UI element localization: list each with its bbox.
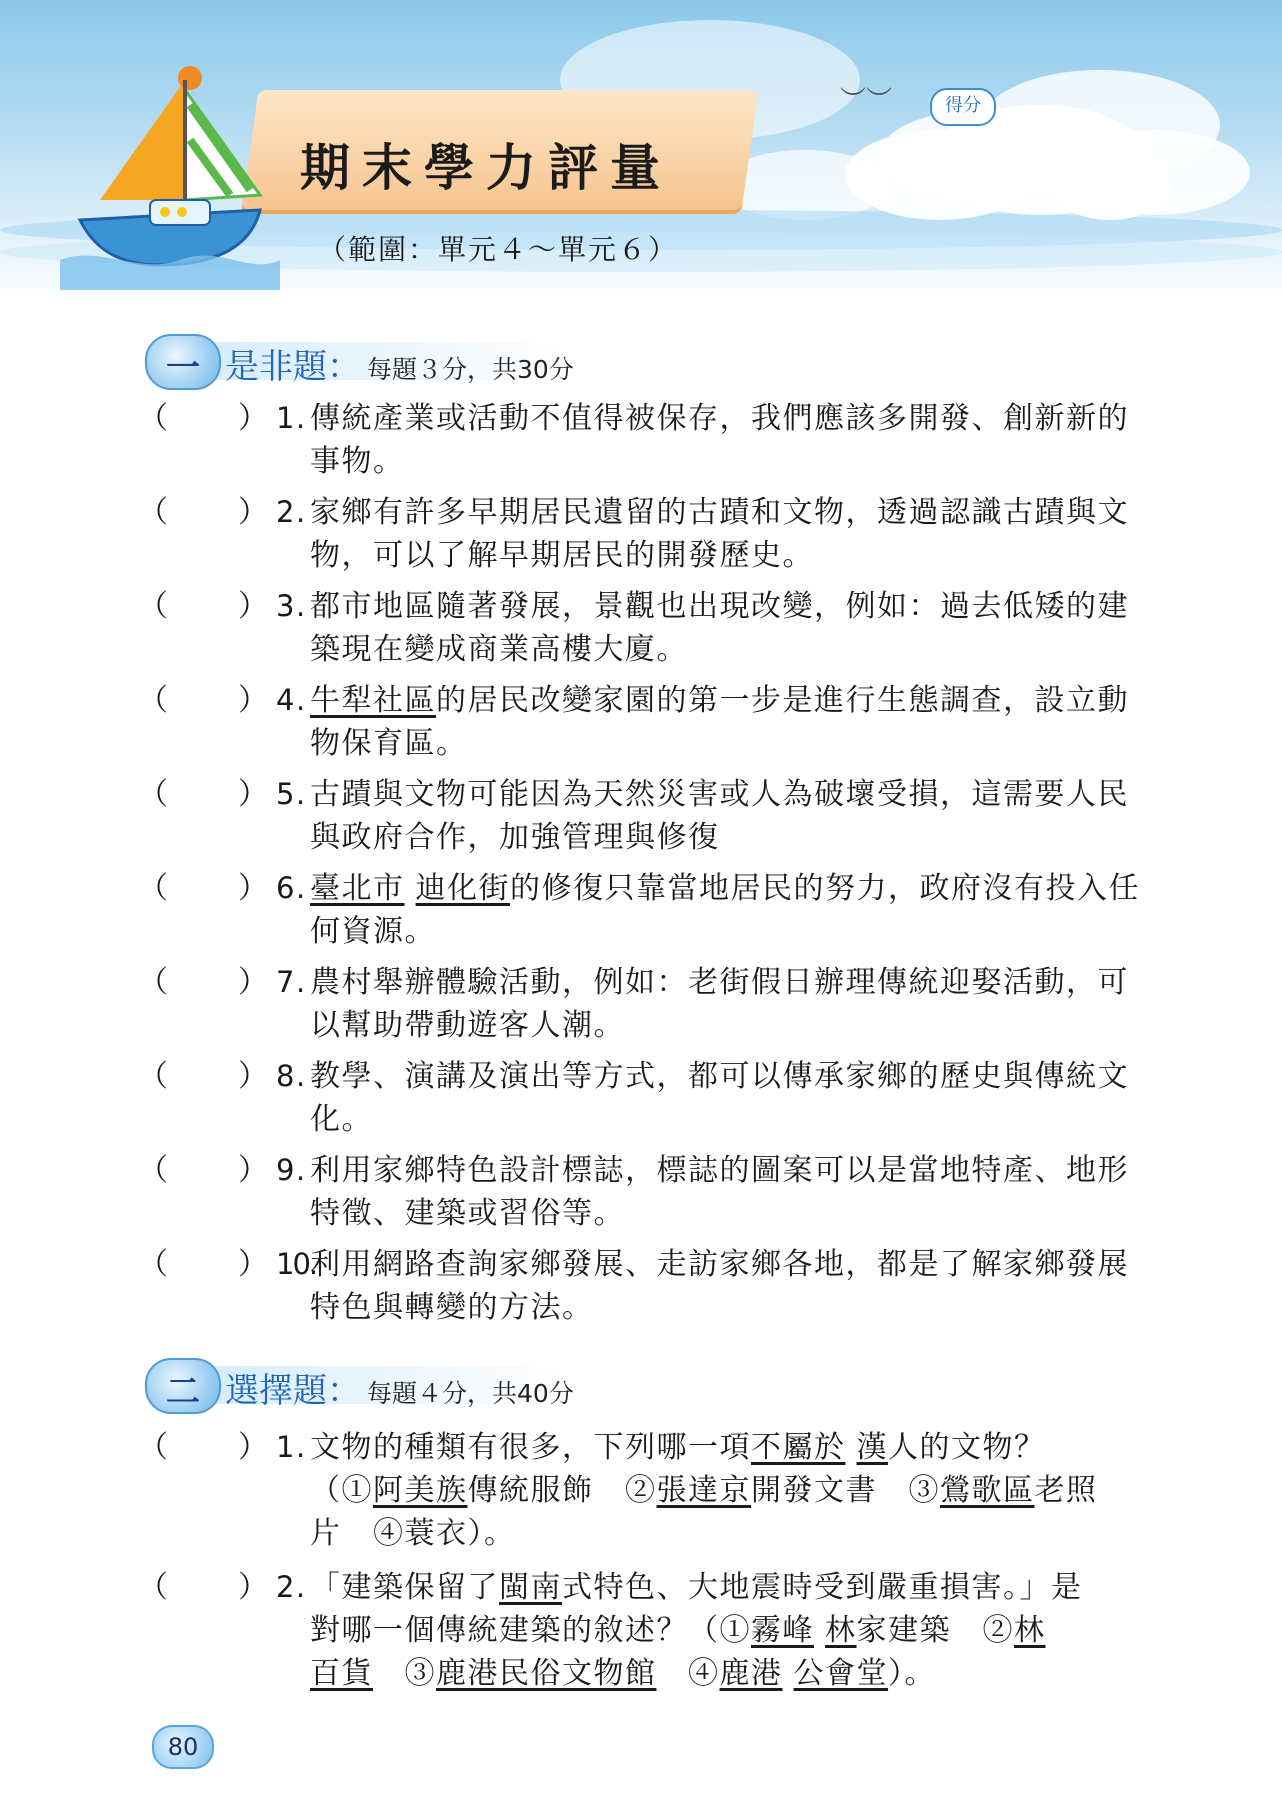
section-badge: 一 — [145, 334, 221, 390]
scope-text: （範圍：單元４～單元６） — [318, 233, 679, 266]
question-text: 「建築保留了閩南式特色、大地震時受到嚴重損害。」是 對哪一個傳統建築的敘述？（①霧峰 林家建築 ②林 百貨 ③鹿港民俗文物館 ④鹿港 公會堂）。 — [310, 1570, 1083, 1691]
question-text: 文物的種類有很多，下列哪一項不屬於 漢人的文物？ （①阿美族傳統服飾 ②張達京開發文書 ③鶯歌區老照 片 ④蓑衣）。 — [310, 1430, 1098, 1551]
underlined-place: 迪化街 — [415, 871, 511, 906]
question-text: 教學、演講及演出等方式，都可以傳承家鄉的歷史與傳統文化。 — [310, 1059, 1129, 1137]
question-text: 農村舉辦體驗活動，例如：老街假日辦理傳統迎娶活動，可以幫助帶動遊客人潮。 — [310, 965, 1129, 1043]
section-note: 每題３分，共30分 — [367, 355, 574, 384]
section-note: 每題４分，共40分 — [367, 1379, 574, 1408]
sailboat-icon — [60, 60, 280, 290]
question-text: 利用網路查詢家鄉發展、走訪家鄉各地，都是了解家鄉發展特色與轉變的方法。 — [310, 1247, 1129, 1325]
question-text: 古蹟與文物可能因為天然災害或人為破壞受損，這需要人民與政府合作，加強管理與修復 — [310, 777, 1129, 855]
question-text: 臺北市 迪化街的修復只靠當地居民的努力，政府沒有投入任何資源。 — [310, 871, 1141, 949]
section-badge: 二 — [145, 1358, 221, 1414]
page-header — [0, 0, 1282, 300]
question-text: 傳統產業或活動不值得被保存，我們應該多開發、創新新的事物。 — [310, 401, 1129, 479]
underlined-place: 臺北市 — [310, 871, 405, 906]
section-title: 選擇題： 每題４分，共40分 — [225, 1371, 574, 1411]
score-badge: 得分 — [930, 88, 996, 126]
page-title: 期末學力評量 — [300, 139, 672, 197]
question-text: 牛犁社區的居民改變家園的第一步是進行生態調查，設立動物保育區。 — [310, 683, 1129, 761]
birds-icon: ︶︶ — [840, 86, 893, 116]
score-cloud-icon — [840, 100, 1170, 225]
section-title: 是非題： 每題３分，共30分 — [225, 347, 574, 387]
page-number: 80 — [152, 1725, 214, 1769]
question-text: 家鄉有許多早期居民遺留的古蹟和文物，透過認識古蹟與文物，可以了解早期居民的開發歷史。 — [310, 495, 1129, 573]
question-text: 利用家鄉特色設計標誌，標誌的圖案可以是當地特產、地形特徵、建築或習俗等。 — [310, 1153, 1129, 1231]
question-text: 都市地區隨著發展，景觀也出現改變，例如：過去低矮的建築現在變成商業高樓大廈。 — [310, 589, 1129, 667]
underlined-place: 牛犁社區 — [310, 683, 436, 718]
